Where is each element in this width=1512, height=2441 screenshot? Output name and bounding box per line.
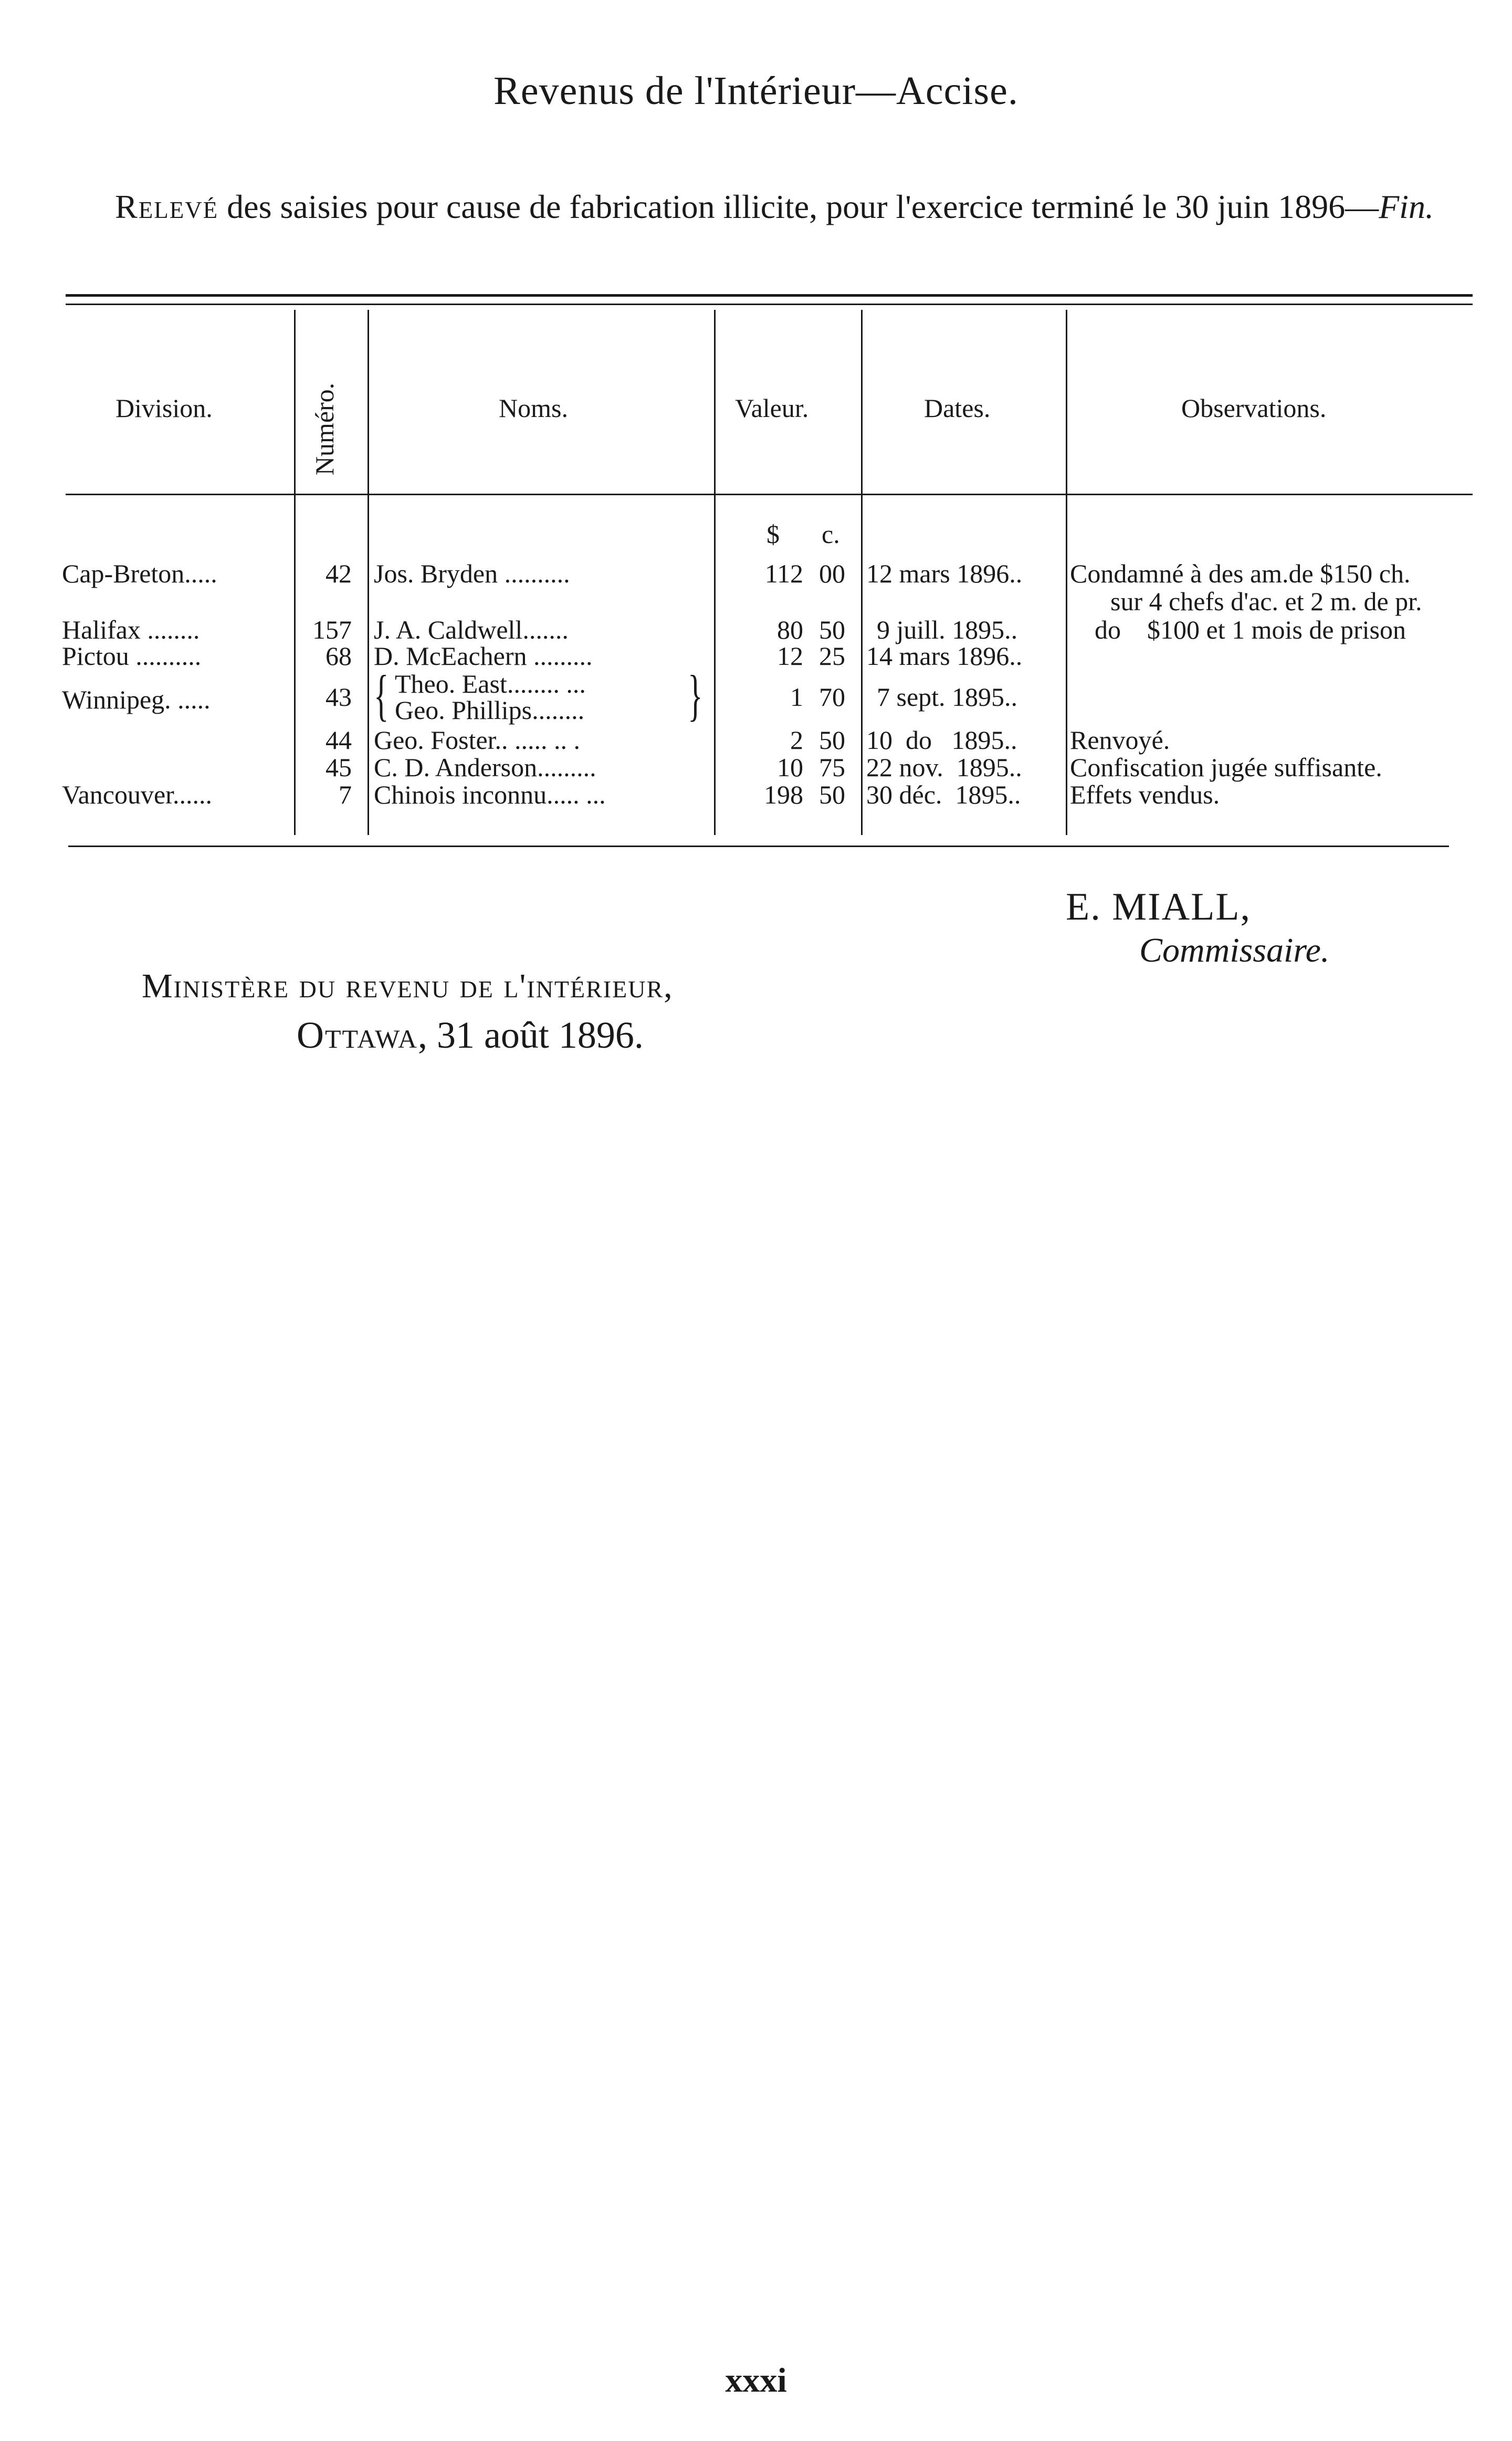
table-row-cents: 50 [819,725,845,755]
table-row-noms: Geo. Foster.. ..... .. . [374,725,581,755]
brace-left-icon: { [374,664,389,727]
table-row-division: Halifax ........ [62,615,200,644]
place-date: , 31 août 1896. [417,1014,644,1056]
table-row-cents: 70 [819,682,845,712]
table-row-dollars: 112 [764,559,803,588]
table-row-date: 14 mars 1896.. [866,641,1023,671]
signatory-name: E. MIALL, [1066,885,1251,929]
ministry-line: Ministère du revenu de l'intérieur, [142,967,674,1005]
table-row-obs: Condamné à des am.de $150 ch. [1070,559,1411,588]
header-rule [66,494,1473,495]
header-noms: Noms. [499,393,568,423]
table-row-numero: 68 [326,641,352,671]
header-division: Division. [116,393,213,423]
table-row-date: 22 nov. 1895.. [866,753,1022,782]
table-row-division: Winnipeg. ..... [62,685,211,714]
table-row-obs: do $100 et 1 mois de prison [1095,615,1406,644]
table-row-dollars: 80 [777,615,803,644]
col-line-2 [368,310,369,835]
table-row-noms: Chinois inconnu..... ... [374,780,606,809]
table-row-noms: Jos. Bryden .......... [374,559,570,588]
col-line-3 [714,310,716,835]
header-dates: Dates. [924,393,991,423]
table-row-noms: D. McEachern ......... [374,641,593,671]
caption-lead: Relevé [115,188,219,225]
table-row-noms: Theo. East........ ... [395,669,586,698]
table-row-noms: J. A. Caldwell....... [374,615,569,644]
table-row-division: Cap-Breton..... [62,559,217,588]
unit-dollars: $ [766,519,780,549]
table-row-date: 9 juill. 1895.. [877,615,1018,644]
page-number: xxxi [725,2361,787,2400]
col-line-4 [861,310,863,835]
caption-end: Fin. [1379,188,1434,225]
unit-cents: c. [822,519,840,549]
table-row-obs: Confiscation jugée suffisante. [1070,753,1382,782]
table-row-numero: 42 [326,559,352,588]
col-line-1 [294,310,296,835]
bottom-rule [68,846,1449,847]
table-row-numero: 7 [339,780,352,809]
header-numero: Numéro. [310,382,340,476]
table-row-cents: 75 [819,753,845,782]
table-row-division: Pictou .......... [62,641,202,671]
table-row-dollars: 12 [777,641,803,671]
signatory-role: Commissaire. [1139,931,1330,969]
table-row-dollars: 1 [790,682,803,712]
table-row-obs: Effets vendus. [1070,780,1220,809]
table-row-cents: 50 [819,780,845,809]
table-row-obs: Renvoyé. [1070,725,1170,755]
table-row-date: 7 sept. 1895.. [877,682,1018,712]
table-row-numero: 157 [312,615,352,644]
place-city: Ottawa [297,1014,418,1056]
top-rule-1 [66,294,1473,297]
table-row-noms: C. D. Anderson......... [374,753,596,782]
table-row-noms-second: Geo. Phillips........ [395,695,585,725]
table-caption [102,184,1446,230]
header-observations: Observations. [1181,393,1327,423]
place-date-line [297,1014,644,1057]
page-title: Revenus de l'Intérieur—Accise. [494,69,1018,113]
table-row-date: 10 do 1895.. [866,725,1017,755]
top-rule-2 [66,304,1473,305]
col-line-5 [1066,310,1067,835]
table-row-numero: 45 [326,753,352,782]
table-row-cents: 25 [819,641,845,671]
table-row-cents: 50 [819,615,845,644]
table-row-cents: 00 [819,559,845,588]
table-row-dollars: 198 [764,780,803,809]
table-row-dollars: 2 [790,725,803,755]
caption-text: des saisies pour cause de fabrication illicite, pour l'exercice terminé le 30 juin 1896— [218,188,1379,225]
table-row-date: 30 déc. 1895.. [866,780,1021,809]
table-row-division: Vancouver...... [62,780,213,809]
brace-right-icon: } [688,664,703,727]
table-row-numero: 43 [326,682,352,712]
table-row-date: 12 mars 1896.. [866,559,1023,588]
table-row-dollars: 10 [777,753,803,782]
table-row-numero: 44 [326,725,352,755]
table-row-obs-cont: sur 4 chefs d'ac. et 2 m. de pr. [1110,587,1422,616]
header-valeur: Valeur. [735,393,809,423]
